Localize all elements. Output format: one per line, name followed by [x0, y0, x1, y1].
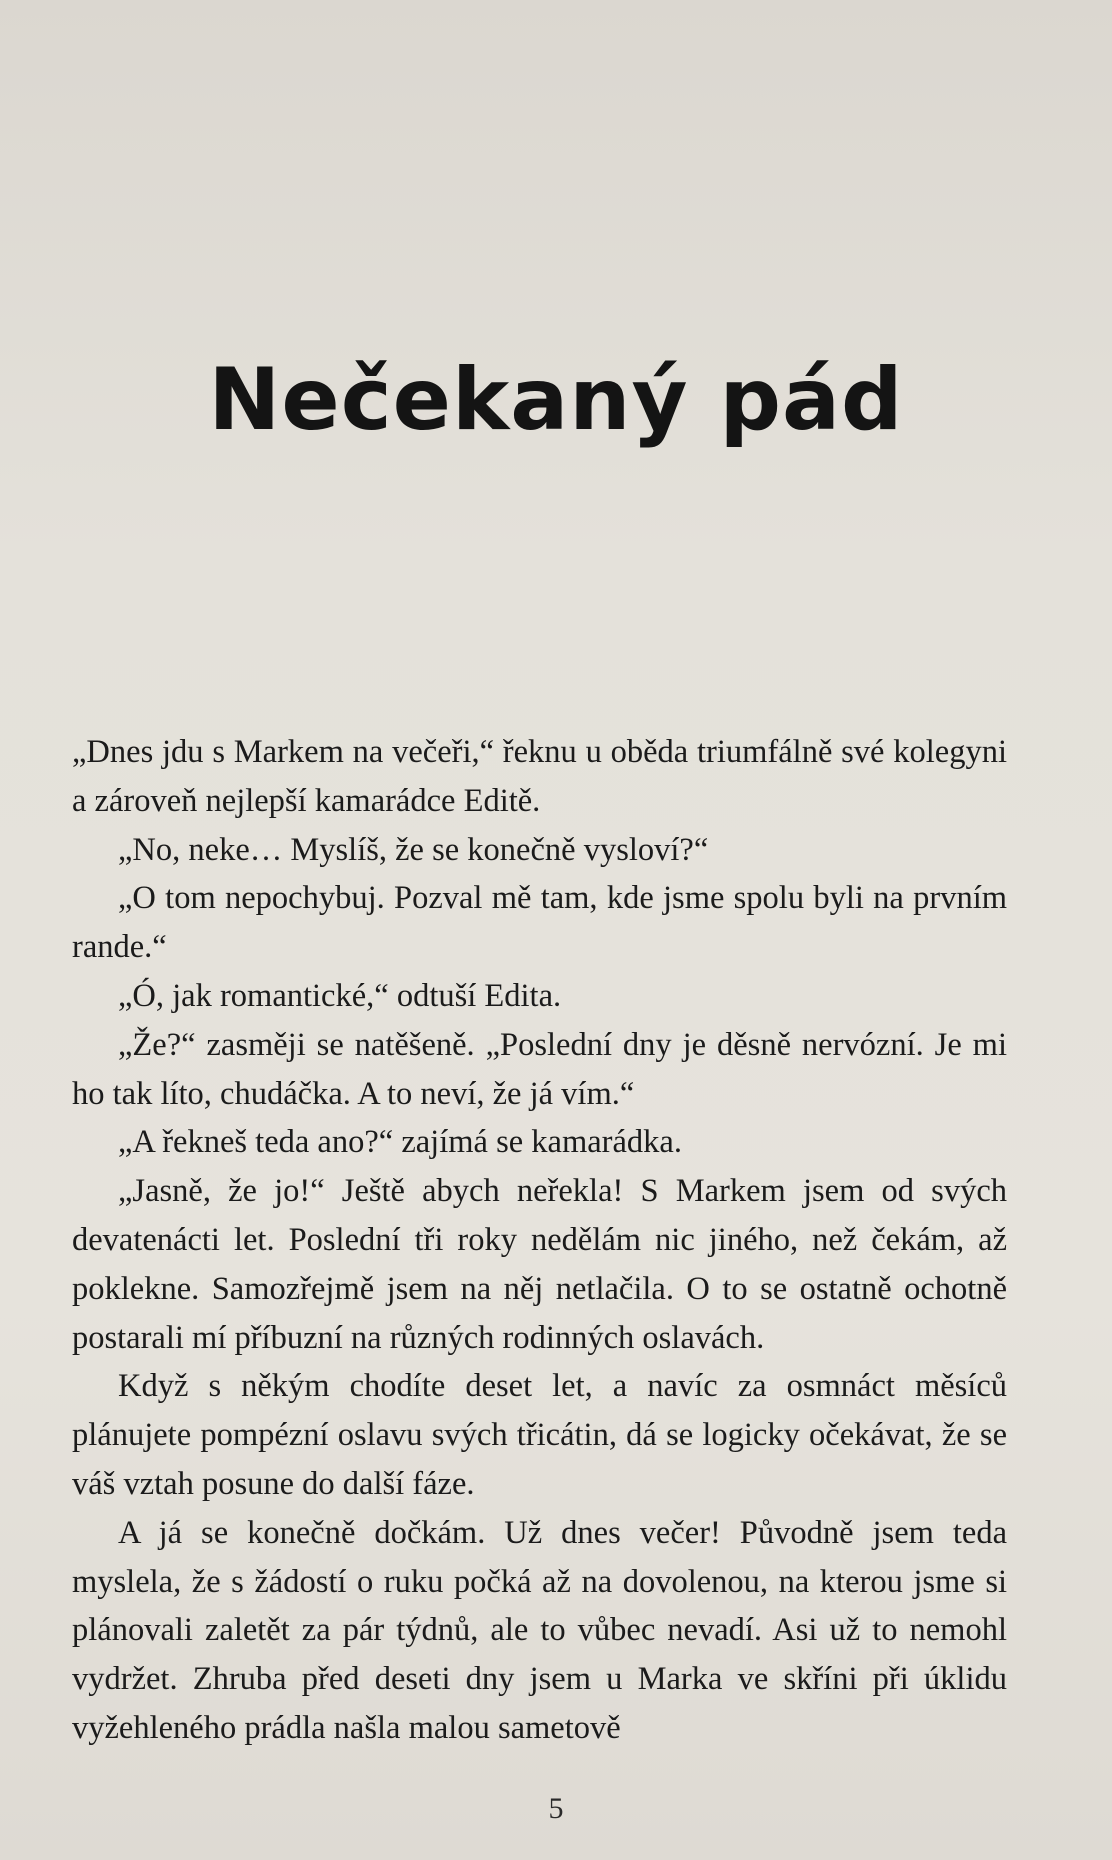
paragraph: „Že?“ zasměji se natěšeně. „Poslední dny je děsně nervózní. Je mi ho tak líto, chudáčka. A to neví, že já vím.“ — [72, 1026, 1007, 1112]
chapter-title: Nečekaný pád — [208, 350, 904, 450]
page-number: 5 — [548, 1792, 564, 1825]
paragraph: „A řekneš teda ano?“ zajímá se kamarádka. — [118, 1124, 682, 1161]
paragraph: Když s někým chodíte deset let, a navíc za osmnáct měsíců plánujete pompézní oslavu svých třicátin, dá se logicky očekávat, že se váš vztah posune do další fáze. — [72, 1368, 1007, 1502]
paragraph: A já se konečně dočkám. Už dnes večer! Původně jsem teda myslela, že s žádostí o ruku počká až na dovolenou, na kterou jsme si plánovali zaletět za pár týdnů, ale to vůbec nevadí. Asi už to nemohl vydržet. Zhruba před deseti dny jsem u Marka ve skříni při úklidu vyžehleného prádla našla malou sametově — [72, 1514, 1007, 1746]
paragraph: „Dnes jdu s Markem na večeři,“ řeknu u oběda triumfálně své kolegyni a zároveň nejlepší kamarádce Editě. — [72, 734, 1007, 819]
chapter-body — [72, 728, 1007, 1753]
paragraph: „No, neke… Myslíš, že se konečně vysloví?“ — [118, 831, 709, 868]
paragraph: „Jasně, že jo!“ Ještě abych neřekla! S Markem jsem od svých devatenácti let. Poslední tři roky nedělám nic jiného, než čekám, až poklekne. Samozřejmě jsem na něj netlačila. O to se ostatně ochotně postarali mí příbuzní na různých rodinných oslavách. — [72, 1173, 1007, 1356]
paragraph: „Ó, jak romantické,“ odtuší Edita. — [118, 977, 562, 1014]
paragraph: „O tom nepochybuj. Pozval mě tam, kde jsme spolu byli na prvním rande.“ — [72, 880, 1007, 966]
